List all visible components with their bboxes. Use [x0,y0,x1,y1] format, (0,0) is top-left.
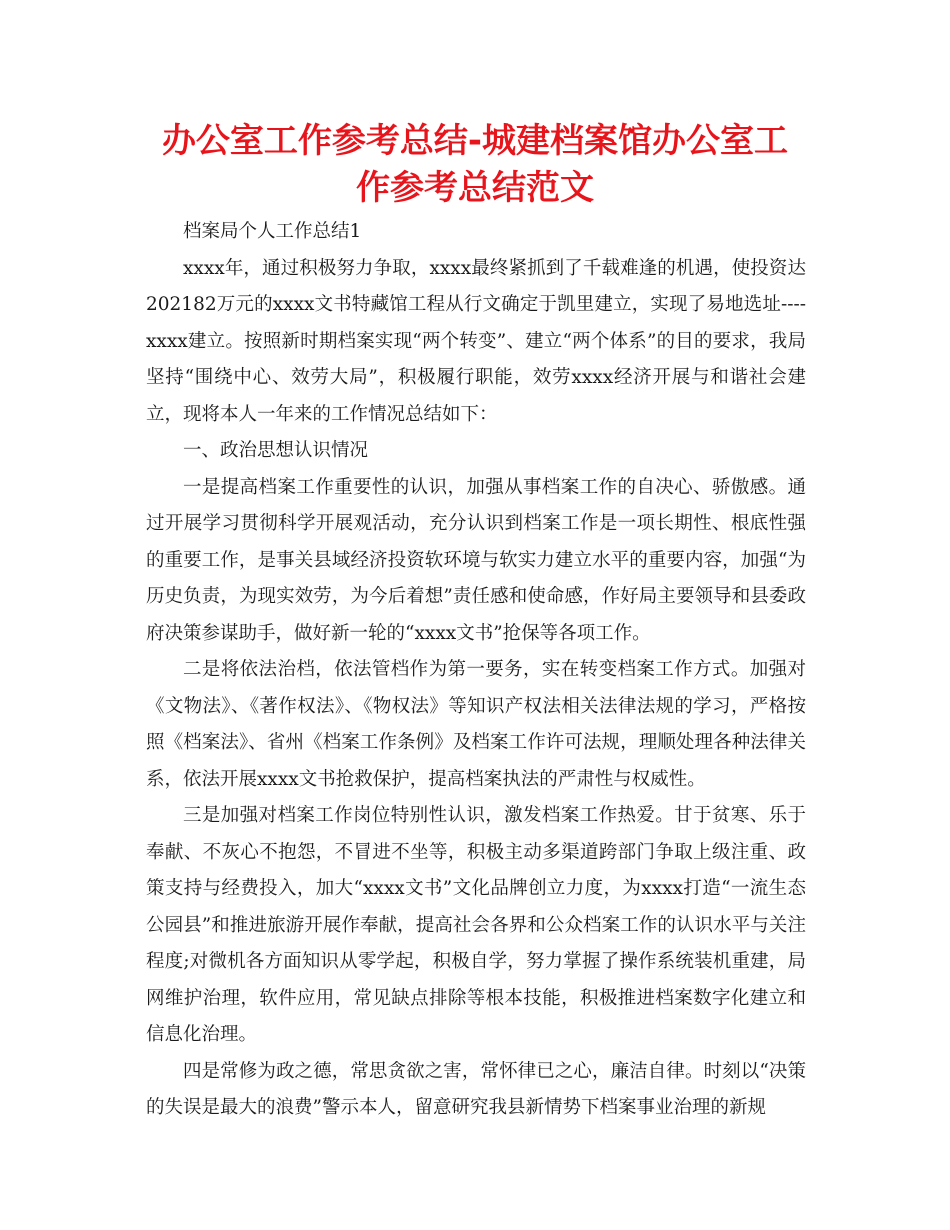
paragraph: 二是将依法治档，依法管档作为第一要务，实在转变档案工作方式。加强对《文物法》、《著作权法》、《物权法》等知识产权法相关法律法规的学习，严格按照《档案法》、省州《档案工作条例》及档案工作许可法规，理顺处理各种法律关系，依法开展xxxx文书抢救保护，提高档案执法的严肃性与权威性。 [146,659,806,790]
paragraph: 三是加强对档案工作岗位特别性认识，激发档案工作热爱。甘于贫寒、乐于奉献、不灰心不抱怨，不冒进不坐等，积极主动多渠道跨部门争取上级注重、政策支持与经费投入，加大“xxxx文书”文化品牌创立力度，为xxxx打造“一流生态公园县”和推进旅游开展作奉献，提高社会各界和公众档案工作的认识水平与关注程度;对微机各方面知识从零学起，积极自学，努力掌握了操作系统装机重建，局网维护治理，软件应用，常见缺点排除等根本技能，积极推进档案数字化建立和信息化治理。 [146,805,806,1045]
paragraph: xxxx年，通过积极努力争取，xxxx最终紧抓到了千载难逢的机遇，使投资达202182万元的xxxx文书特藏馆工程从行文确定于凯里建立，实现了易地选址----xxxx建立。按照新时期档案实现“两个转变”、建立“两个体系”的目的要求，我局坚持“围绕中心、效劳大局”，积极履行职能，效劳xxxx经济开展与和谐社会建立，现将本人一年来的工作情况总结如下： [146,257,806,425]
paragraph: 一是提高档案工作重要性的认识，加强从事档案工作的自决心、骄傲感。通过开展学习贯彻科学开展观活动，充分认识到档案工作是一项长期性、根底性强的重要工作，是事关县域经济投资软环境与软实力建立水平的重要内容，加强“为历史负责，为现实效劳，为今后着想”责任感和使命感，作好局主要领导和县委政府决策参谋助手，做好新一轮的“xxxx文书”抢保等各项工作。 [146,476,806,644]
document-title: 办公室工作参考总结-城建档案馆办公室工作参考总结范文 [161,121,789,208]
document-body [146,214,806,1127]
section-heading: 一、政治思想认识情况 [183,440,369,461]
section-heading: 档案局个人工作总结1 [183,221,362,242]
paragraph: 四是常修为政之德，常思贪欲之害，常怀律已之心，廉洁自律。时刻以“决策的失误是最大的浪费”警示本人，留意研究我县新情势下档案事业治理的新规 [146,1060,806,1118]
